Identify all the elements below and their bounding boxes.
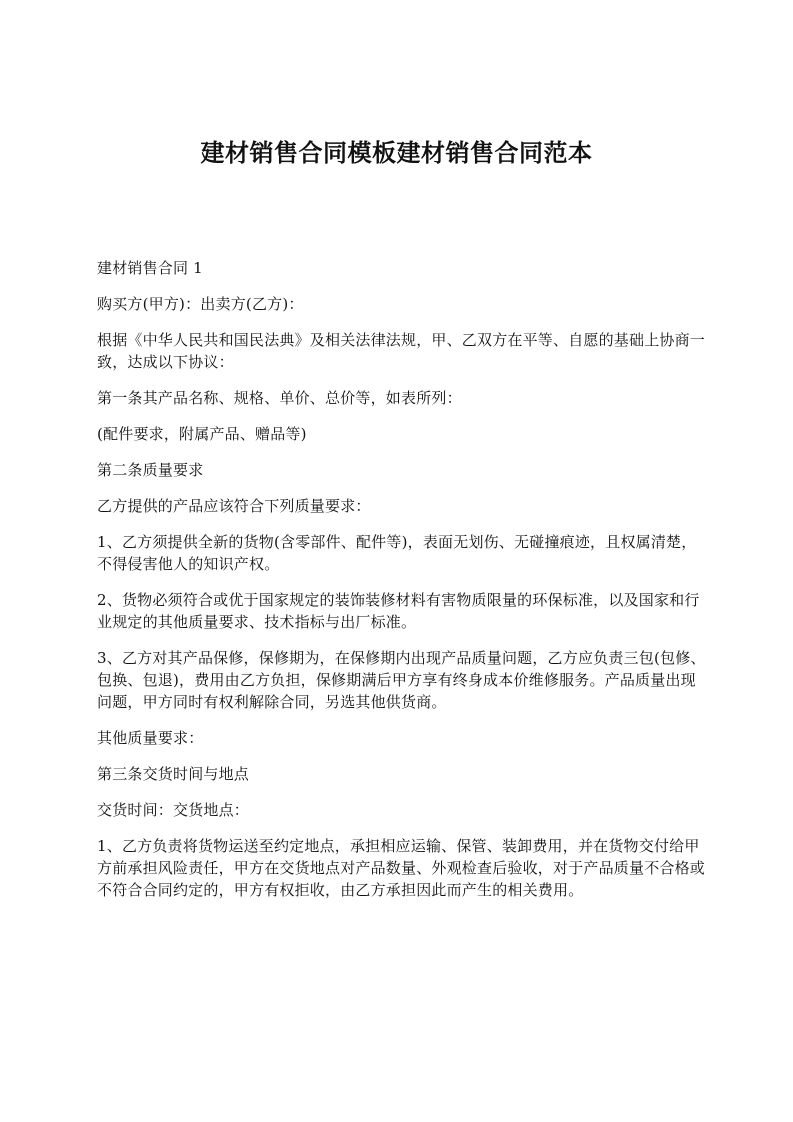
paragraph-article-3: 第三条交货时间与地点: [97, 765, 250, 783]
paragraph-quality-1: 1、乙方须提供全新的货物(含零部件、配件等)，表面无划伤、无碰撞痕迹，且权属清楚，不得侵害他人的知识产权。: [97, 533, 697, 573]
paragraph-quality-3: 3、乙方对其产品保修，保修期为，在保修期内出现产品质量问题，乙方应负责三包(包修、包换、包退)，费用由乙方负担，保修期满后甲方享有终身成本价维修服务。产品质量出现问题，甲方同时有权利解除合同，另选其他供货商。: [97, 649, 706, 711]
paragraph-delivery-time-place: 交货时间：交货地点：: [97, 801, 250, 819]
paragraph-article-2: 第二条质量要求: [97, 461, 204, 479]
paragraph-parties: 购买方(甲方)：出卖方(乙方)：: [97, 295, 304, 313]
paragraph-preamble: 根据《中华人民共和国民法典》及相关法律法规，甲、乙双方在平等、自愿的基础上协商一致，达成以下协议：: [97, 331, 706, 371]
paragraph-article-1: 第一条其产品名称、规格、单价、总价等，如表所列：: [97, 389, 462, 407]
paragraph-delivery-1: 1、乙方负责将货物运送至约定地点，承担相应运输、保管、装卸费用，并在货物交付给甲方前承担风险责任，甲方在交货地点对产品数量、外观检查后验收，对于产品质量不合格或不符合合同约定的，甲方有权拒收，由乙方承担因此而产生的相关费用。: [97, 837, 706, 899]
paragraph-other-quality: 其他质量要求：: [97, 729, 204, 747]
paragraph-accessories: (配件要求，附属产品、赠品等): [97, 425, 307, 443]
paragraph-contract-heading: 建材销售合同 1: [97, 259, 203, 277]
paragraph-quality-2: 2、货物必须符合或优于国家规定的装饰装修材料有害物质限量的环保标准，以及国家和行业规定的其他质量要求、技术指标与出厂标准。: [97, 591, 700, 631]
paragraph-quality-intro: 乙方提供的产品应该符合下列质量要求：: [97, 497, 371, 515]
document-body: [97, 257, 707, 915]
document-title: 建材销售合同模板建材销售合同范本: [200, 139, 593, 167]
